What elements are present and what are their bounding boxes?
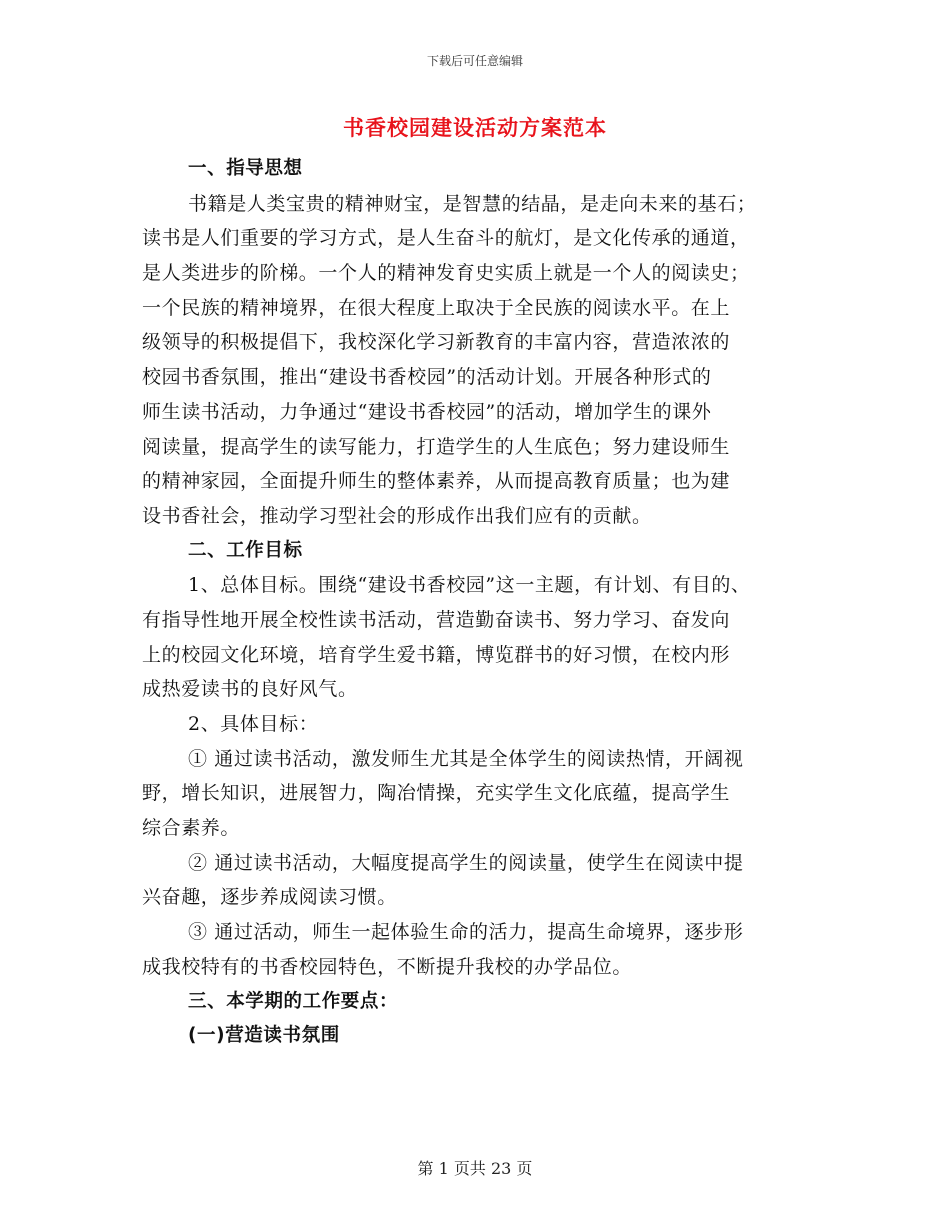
body-text-line: 级领导的积极提倡下，我校深化学习新教育的丰富内容，营造浓浓的 xyxy=(142,331,731,354)
body-text-line: ③ 通过活动，师生一起体验生命的活力，提高生命境界，逐步形 xyxy=(188,921,744,944)
section-heading: 一、指导思想 xyxy=(188,158,303,179)
body-text-line: 一个民族的精神境界，在很大程度上取决于全民族的阅读水平。在上 xyxy=(142,296,731,319)
body-text-line: 野，增长知识，进展智力，陶冶情操，充实学生文化底蕴，提高学生 xyxy=(142,782,731,805)
document-title: 书香校园建设活动方案范本 xyxy=(343,115,607,140)
body-text-line: 上的校园文化环境，培育学生爱书籍，博览群书的好习惯，在校内形 xyxy=(142,643,731,666)
body-text-line: 成我校特有的书香校园特色，不断提升我校的办学品位。 xyxy=(142,955,633,978)
body-text-line: 的精神家园，全面提升师生的整体素养，从而提高教育质量；也为建 xyxy=(142,470,731,493)
section-heading: 二、工作目标 xyxy=(188,539,303,561)
section-heading: 三、本学期的工作要点： xyxy=(188,990,399,1012)
body-text-line: 有指导性地开展全校性读书活动，营造勤奋读书、努力学习、奋发向 xyxy=(142,608,731,631)
page-footer: 第 1 页共 23 页 xyxy=(417,1159,533,1178)
body-text-line: 综合素养。 xyxy=(142,817,241,840)
body-text-line: 1、总体目标。围绕“建设书香校园”这一主题，有计划、有目的、 xyxy=(188,574,751,597)
body-text-line: 设书香社会，推动学习型社会的形成作出我们应有的贡献。 xyxy=(142,504,652,527)
page-header: 下载后可任意编辑 xyxy=(426,54,523,68)
document-body xyxy=(142,152,832,1054)
body-text-line: ① 通过读书活动，激发师生尤其是全体学生的阅读热情，开阔视 xyxy=(188,747,744,770)
body-text-line: 兴奋趣，逐步养成阅读习惯。 xyxy=(142,886,397,909)
section-heading: (一)营造读书氛围 xyxy=(188,1025,340,1047)
body-text-line: 是人类进步的阶梯。一个人的精神发育史实质上就是一个人的阅读史； xyxy=(142,262,750,285)
body-text-line: 师生读书活动，力争通过“建设书香校园”的活动，增加学生的课外 xyxy=(142,400,712,423)
body-text-line: 校园书香氛围，推出“建设书香校园”的活动计划。开展各种形式的 xyxy=(142,366,712,389)
body-text-line: ② 通过读书活动，大幅度提高学生的阅读量，使学生在阅读中提 xyxy=(188,851,744,874)
body-text-line: 读书是人们重要的学习方式，是人生奋斗的航灯，是文化传承的通道， xyxy=(142,227,750,250)
body-text-line: 2、具体目标： xyxy=(188,713,319,735)
body-text-line: 成热爱读书的良好风气。 xyxy=(142,678,358,701)
body-text-line: 书籍是人类宝贵的精神财宝，是智慧的结晶，是走向未来的基石； xyxy=(188,192,757,215)
body-text-line: 阅读量，提高学生的读写能力，打造学生的人生底色；努力建设师生 xyxy=(142,435,731,458)
